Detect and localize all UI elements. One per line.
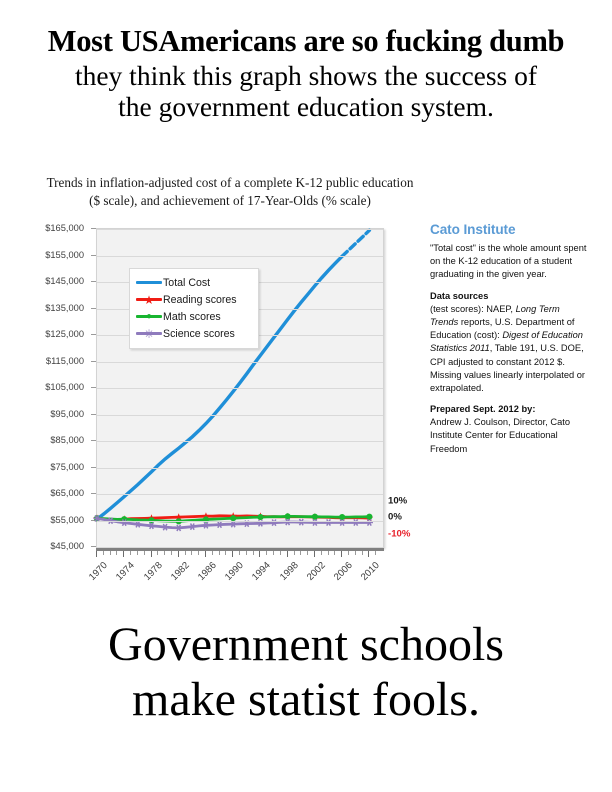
series-marker-science-scores: [230, 521, 237, 527]
legend-swatch-icon: ★: [136, 293, 162, 307]
y-axis-tick-label: $55,000: [50, 514, 84, 525]
x-axis-minor-tick: [280, 551, 281, 555]
x-axis-tick-label: 1974: [114, 560, 137, 583]
top-headline-line-3: the government education system.: [118, 91, 494, 123]
x-axis-minor-tick: [355, 551, 356, 555]
prepared-by-heading: Prepared Sept. 2012 by:: [430, 404, 536, 415]
y-axis-tick-label: $85,000: [50, 435, 84, 445]
x-axis-tick-label: 1970: [86, 560, 110, 583]
legend-label: Math scores: [163, 310, 221, 323]
y-axis-tick-label: $165,000: [45, 223, 84, 233]
bottom-headline: [0, 618, 612, 727]
cato-sidebar: [430, 222, 590, 464]
y-axis-tick-label: $45,000: [50, 541, 84, 551]
y-axis-tick-label: $95,000: [50, 408, 84, 419]
bottom-headline-line-2: make statist fools.: [132, 672, 480, 726]
y-axis-tick-label: $135,000: [45, 302, 84, 313]
x-axis-major-tick: [287, 551, 288, 557]
series-marker-science-scores: [148, 523, 155, 529]
data-sources-italic-2: Digest of Education Statistics 2011: [430, 330, 583, 354]
x-axis-major-tick: [123, 551, 124, 557]
x-axis: [86, 548, 384, 604]
x-axis-minor-tick: [185, 551, 186, 555]
chart-legend: [129, 268, 259, 349]
bottom-headline-line-1: Government schools: [108, 618, 504, 671]
legend-item[interactable]: [136, 308, 252, 325]
series-marker-science-scores: [202, 522, 209, 528]
legend-item[interactable]: [136, 274, 252, 291]
x-axis-major-tick: [232, 551, 233, 557]
legend-item[interactable]: [136, 325, 252, 342]
y-axis-tick-label: $105,000: [45, 382, 84, 392]
chart-title: Trends in inflation-adjusted cost of a complete K-12 public education ($ scale), and achievement of 17-Year-Olds (% scale): [46, 175, 414, 208]
x-axis-tick-label: 1982: [168, 560, 192, 583]
x-axis-major-tick: [151, 551, 152, 557]
data-sources-text-2: reports, U.S. Department of Education (cost):: [430, 316, 575, 341]
prepared-by-block: [430, 403, 590, 456]
x-axis-major-tick: [259, 551, 260, 557]
gridline: [97, 229, 383, 230]
x-axis-tick-label: 2006: [332, 560, 355, 583]
x-axis-minor-tick: [219, 551, 220, 555]
x-axis-minor-tick: [130, 551, 131, 555]
data-sources-heading: Data sources: [430, 290, 489, 301]
x-axis-minor-tick: [171, 551, 172, 555]
gridline: [97, 494, 383, 495]
percent-axis-tick-label: 10%: [388, 495, 408, 507]
x-axis-minor-tick: [137, 551, 138, 555]
x-axis-major-tick: [178, 551, 179, 557]
x-axis-minor-tick: [246, 551, 247, 555]
x-axis-tick-label: 1978: [141, 560, 165, 583]
x-axis-major-tick: [341, 551, 342, 557]
x-axis-minor-tick: [348, 551, 349, 555]
y-axis-tick-label: $125,000: [45, 329, 84, 339]
legend-label: Total Cost: [163, 276, 211, 289]
top-headline-line-1: Most USAmericans are so fucking dumb: [47, 24, 565, 58]
x-axis-minor-tick: [307, 551, 308, 555]
y-axis-tick-label: $75,000: [50, 461, 84, 472]
series-marker-science-scores: [134, 521, 141, 527]
x-axis-major-tick: [368, 551, 369, 557]
series-marker-math-scores: [285, 513, 291, 519]
data-sources-text-3: , Table 191, U.S. DOE, CPI adjusted to constant 2012 $. Missing values linearly interpolated or extrapolated.: [430, 343, 586, 393]
series-marker-science-scores: [189, 523, 196, 529]
x-axis-minor-tick: [110, 551, 111, 555]
x-axis-tick-label: 1986: [195, 560, 219, 583]
x-axis-major-tick: [205, 551, 206, 557]
series-marker-math-scores: [366, 514, 372, 520]
x-axis-minor-tick: [225, 551, 226, 555]
chart-figure: [0, 170, 612, 600]
top-headline-line-2: they think this graph shows the success of: [74, 59, 538, 91]
x-axis-minor-tick: [212, 551, 213, 555]
legend-swatch-icon: [136, 276, 162, 290]
x-axis-major-tick: [314, 551, 315, 557]
x-axis-minor-tick: [266, 551, 267, 555]
x-axis-tick-label: 1994: [250, 560, 274, 583]
percent-axis-tick-label: -10%: [388, 528, 411, 540]
data-sources-block: [430, 290, 590, 396]
y-axis-tick-label: $65,000: [50, 488, 84, 498]
series-marker-science-scores: [175, 525, 182, 531]
y-axis-tick-label: $115,000: [45, 355, 84, 366]
series-marker-math-scores: [312, 514, 318, 520]
legend-label: Science scores: [163, 327, 235, 340]
y-axis-tick-label: $145,000: [45, 276, 84, 286]
legend-item[interactable]: [136, 291, 252, 308]
x-axis-minor-tick: [362, 551, 363, 555]
x-axis-minor-tick: [103, 551, 104, 555]
gridline: [97, 521, 383, 522]
x-axis-minor-tick: [164, 551, 165, 555]
y-axis-tick-label: $155,000: [45, 249, 84, 260]
legend-label: Reading scores: [163, 293, 237, 306]
series-marker-math-scores: [257, 514, 263, 520]
x-axis-minor-tick: [294, 551, 295, 555]
top-headline: [0, 26, 612, 122]
x-axis-minor-tick: [328, 551, 329, 555]
x-axis-tick-label: 1998: [277, 560, 301, 583]
series-marker-science-scores: [216, 522, 223, 528]
cato-brand-heading: Cato Institute: [430, 222, 516, 237]
gridline: [97, 362, 383, 363]
prepared-by-text: Andrew J. Coulson, Director, Cato Institute Center for Educational Freedom: [430, 417, 571, 454]
x-axis-minor-tick: [375, 551, 376, 555]
gridline: [97, 415, 383, 416]
gridline: [97, 388, 383, 389]
total-cost-note: "Total cost" is the whole amount spent on the K-12 education of a student graduating in the given year.: [430, 243, 587, 280]
x-axis-tick-label: 2010: [359, 560, 383, 583]
x-axis-major-tick: [96, 551, 97, 557]
x-axis-minor-tick: [334, 551, 335, 555]
series-marker-science-scores: [161, 524, 168, 530]
x-axis-minor-tick: [239, 551, 240, 555]
percent-axis-tick-label: 0%: [388, 511, 402, 523]
x-axis-minor-tick: [144, 551, 145, 555]
series-marker-math-scores: [339, 514, 345, 520]
legend-swatch-icon: ●: [136, 310, 162, 324]
x-axis-minor-tick: [191, 551, 192, 555]
x-axis-minor-tick: [300, 551, 301, 555]
x-axis-minor-tick: [198, 551, 199, 555]
x-axis-tick-label: 1990: [223, 560, 246, 583]
x-axis-tick-label: 2002: [304, 560, 328, 583]
gridline: [97, 468, 383, 469]
x-axis-minor-tick: [321, 551, 322, 555]
gridline: [97, 441, 383, 442]
y-axis-dollar-labels: [0, 223, 92, 551]
x-axis-minor-tick: [253, 551, 254, 555]
x-axis-minor-tick: [273, 551, 274, 555]
x-axis-minor-tick: [157, 551, 158, 555]
data-sources-text-1: (test scores): NAEP,: [430, 303, 516, 314]
y-axis-percent-labels: [388, 228, 428, 548]
x-axis-minor-tick: [116, 551, 117, 555]
data-sources-italic-1: Long Term Trends: [430, 303, 560, 327]
series-line-total-cost: [342, 230, 369, 256]
gridline: [97, 256, 383, 257]
legend-swatch-icon: ✳: [136, 327, 162, 341]
